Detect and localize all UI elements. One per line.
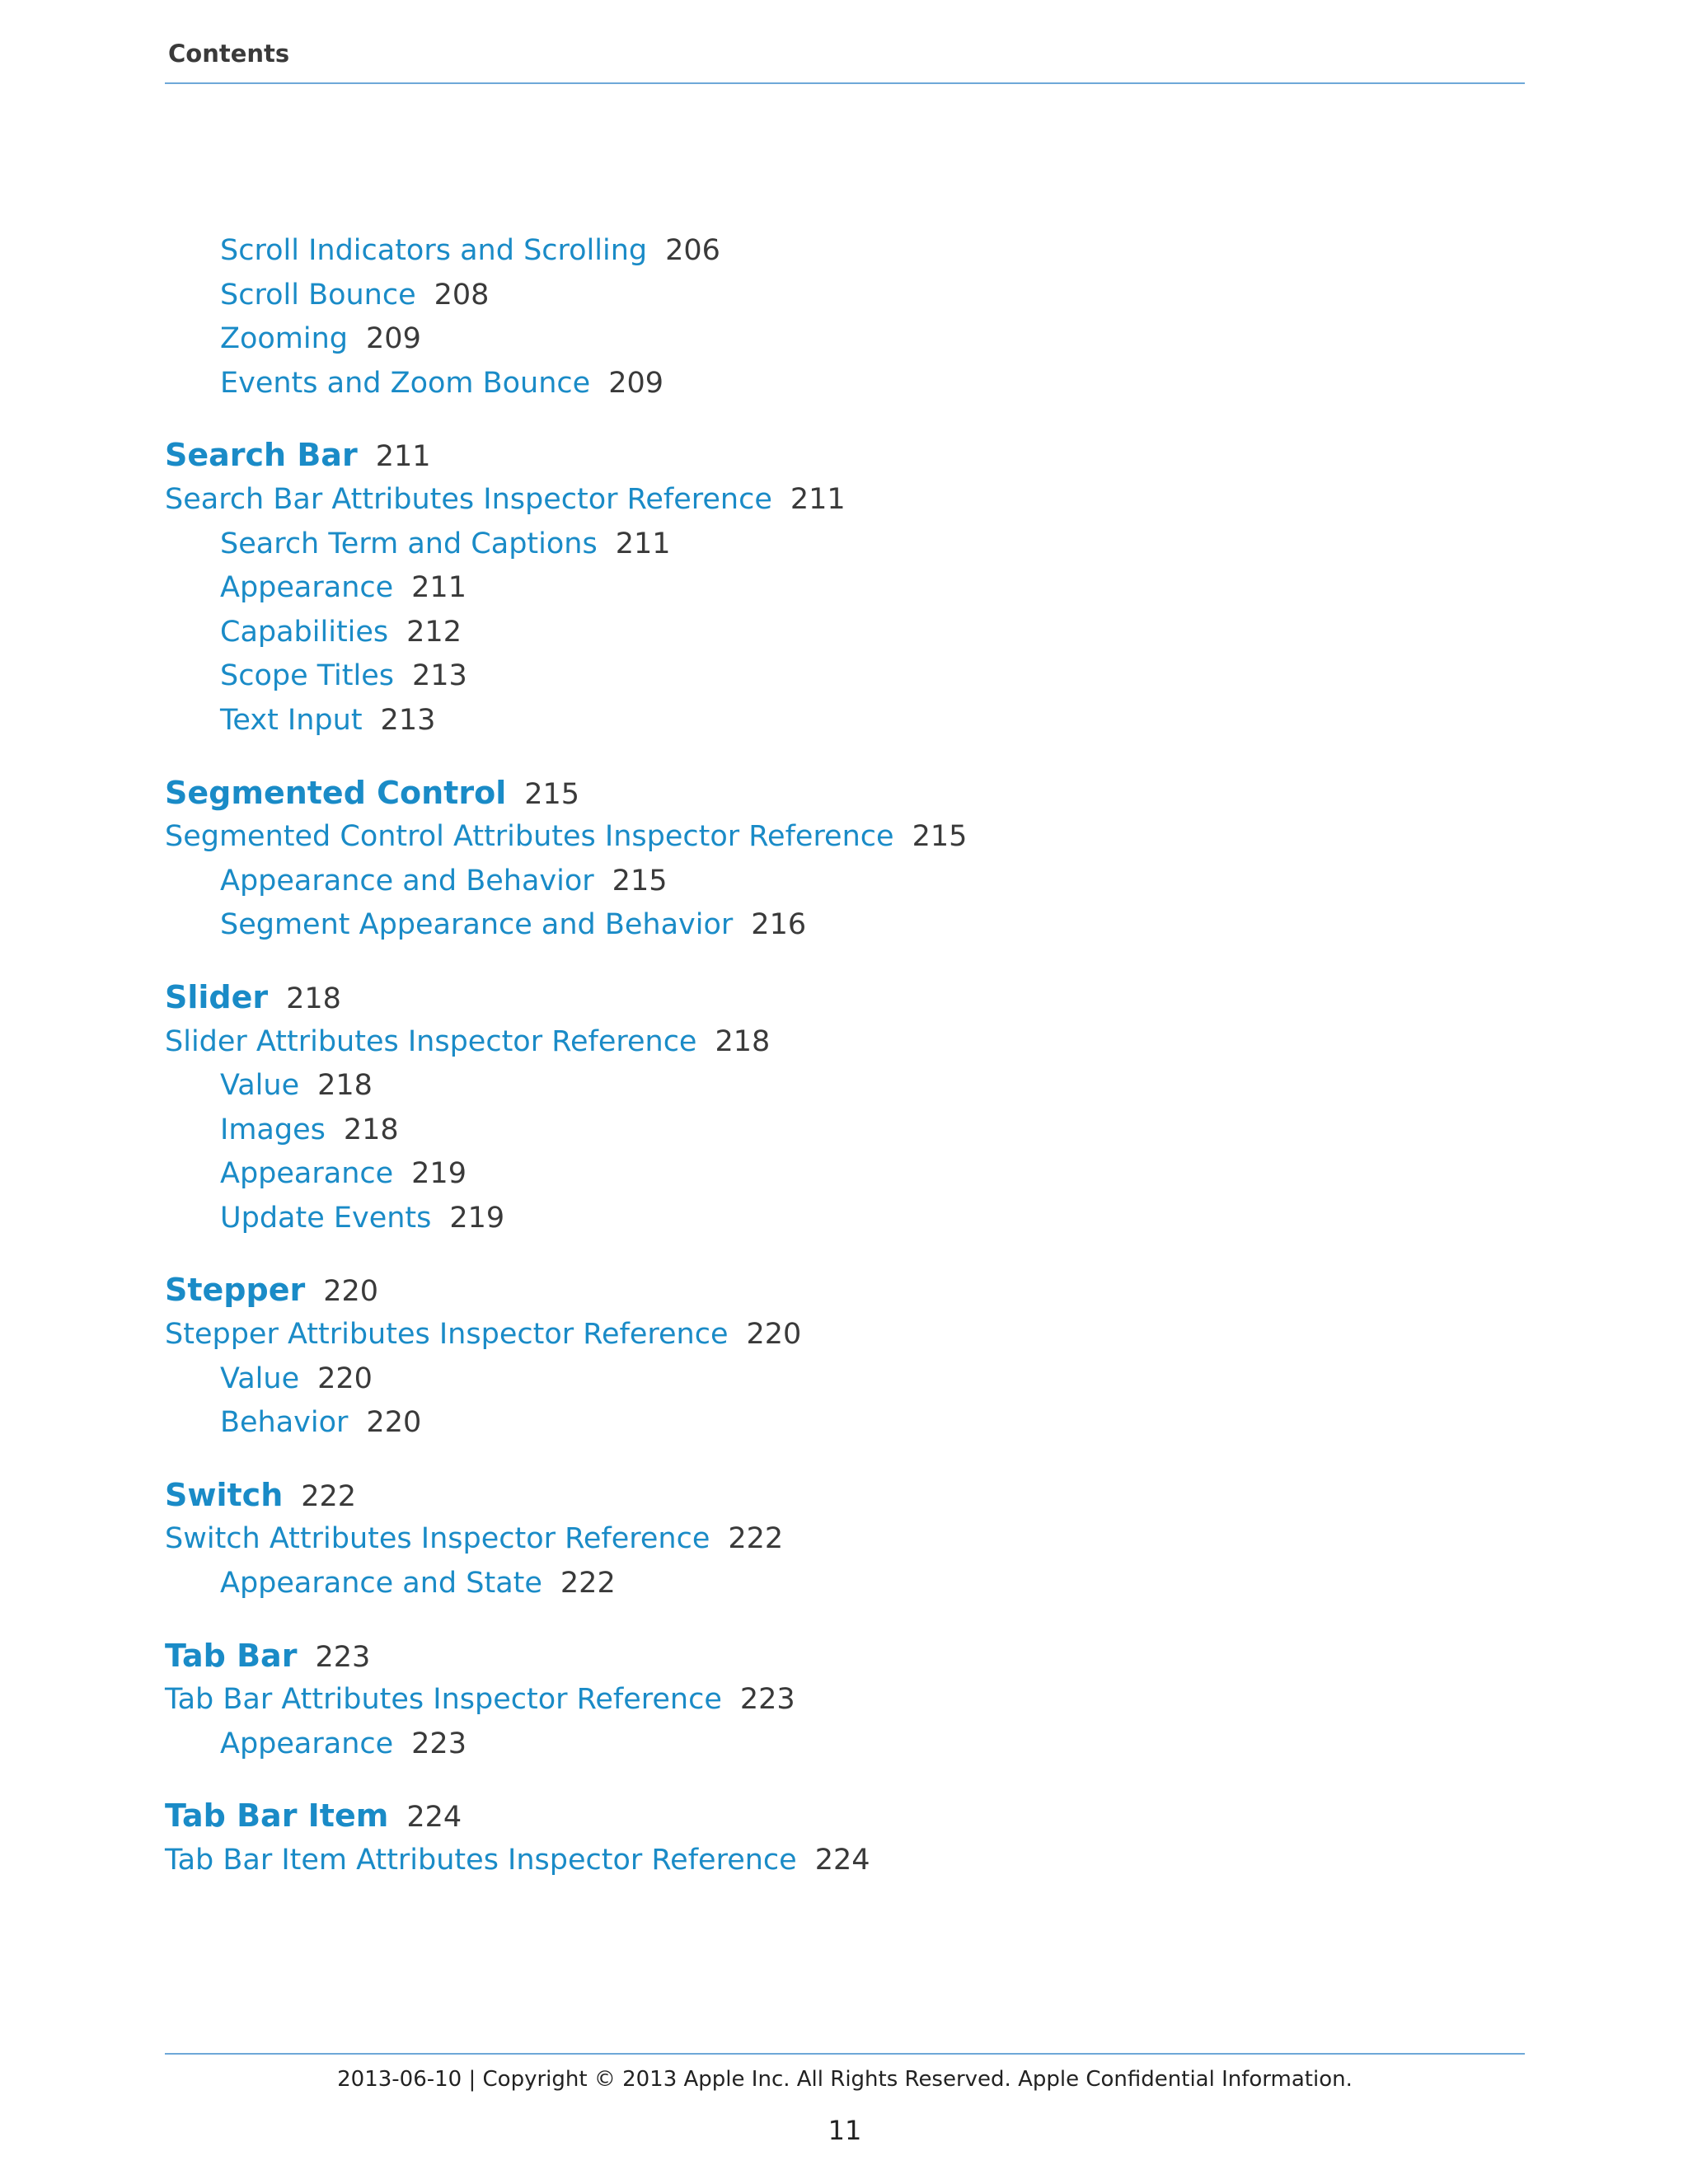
toc-section-entry — [165, 478, 1525, 523]
toc-page-number: 218 — [286, 982, 341, 1015]
toc-page-number: 211 — [375, 440, 431, 474]
page-number: 11 — [828, 2115, 862, 2146]
toc-group — [165, 976, 1525, 1241]
toc-subsection-entry — [165, 1401, 1525, 1446]
header-title: Contents — [168, 40, 290, 68]
toc-section-entry — [165, 1517, 1525, 1562]
toc-page-number: 224 — [406, 1801, 462, 1835]
toc-page-number: 213 — [412, 659, 467, 693]
toc-entry-link[interactable]: Segment Appearance and Behavior — [220, 908, 734, 942]
toc-section-entry — [165, 1313, 1525, 1357]
toc-entry-link[interactable]: Tab Bar Attributes Inspector Reference — [165, 1683, 722, 1717]
toc-page-number: 215 — [612, 864, 668, 898]
toc-subsection-entry — [165, 362, 1525, 406]
toc-chapter-entry — [165, 1268, 1525, 1313]
toc-subsection-entry — [165, 317, 1525, 362]
toc-section-entry — [165, 1839, 1525, 1883]
toc-entry-link[interactable]: Appearance — [220, 571, 394, 605]
toc-entry-link[interactable]: Switch — [165, 1476, 284, 1513]
toc-page-number: 223 — [315, 1640, 371, 1674]
toc-entry-link[interactable]: Tab Bar Item Attributes Inspector Reference — [165, 1844, 797, 1877]
toc-subsection-entry — [165, 1108, 1525, 1153]
toc-section-entry — [165, 1020, 1525, 1065]
toc-chapter-entry — [165, 976, 1525, 1020]
toc-subsection-entry — [165, 860, 1525, 904]
toc-page-number: 220 — [746, 1318, 802, 1352]
toc-entry-link[interactable]: Stepper — [165, 1272, 306, 1309]
toc-group — [165, 1474, 1525, 1606]
toc-subsection-entry — [165, 1722, 1525, 1767]
toc-page-number: 218 — [715, 1024, 771, 1058]
toc-entry-link[interactable]: Capabilities — [220, 615, 389, 649]
toc-entry-link[interactable]: Value — [220, 1069, 300, 1103]
toc-page-number: 220 — [317, 1361, 373, 1395]
toc-entry-link[interactable]: Search Bar — [165, 437, 358, 474]
toc-subsection-entry — [165, 229, 1525, 274]
toc-entry-link[interactable]: Stepper Attributes Inspector Reference — [165, 1318, 729, 1352]
toc-subsection-entry — [165, 1562, 1525, 1606]
toc-page-number: 213 — [380, 703, 436, 737]
toc-group — [165, 1268, 1525, 1445]
toc-entry-link[interactable]: Images — [220, 1113, 326, 1146]
toc-entry-link[interactable]: Scope Titles — [220, 659, 394, 693]
toc-page-number: 212 — [406, 615, 462, 649]
toc-entry-link[interactable]: Value — [220, 1361, 300, 1395]
toc-entry-link[interactable]: Update Events — [220, 1201, 432, 1235]
toc-entry-link[interactable]: Scroll Indicators and Scrolling — [220, 234, 648, 267]
toc-subsection-entry — [165, 1197, 1525, 1241]
toc-page-number: 224 — [814, 1844, 870, 1877]
toc-entry-link[interactable]: Tab Bar — [165, 1637, 298, 1674]
toc-entry-link[interactable]: Slider — [165, 978, 269, 1015]
toc-subsection-entry — [165, 654, 1525, 699]
toc-page-number: 209 — [366, 322, 421, 356]
toc-page-number: 215 — [912, 820, 968, 854]
toc-group — [165, 229, 1525, 405]
toc-page-number: 209 — [608, 366, 664, 400]
toc-page-number: 211 — [615, 527, 671, 560]
toc-entry-link[interactable]: Appearance — [220, 1157, 394, 1191]
toc-page-number: 218 — [317, 1069, 373, 1103]
toc-entry-link[interactable]: Appearance — [220, 1727, 394, 1760]
toc-group — [165, 434, 1525, 743]
toc-page-number: 222 — [301, 1479, 357, 1513]
toc-page-number: 211 — [411, 571, 467, 605]
toc-chapter-entry — [165, 434, 1525, 478]
toc-entry-link[interactable]: Zooming — [220, 322, 349, 356]
toc-page-number: 222 — [728, 1522, 784, 1556]
toc-entry-link[interactable]: Segmented Control Attributes Inspector Reference — [165, 820, 894, 854]
toc-chapter-entry — [165, 1474, 1525, 1518]
toc-entry-link[interactable]: Segmented Control — [165, 774, 507, 811]
toc-subsection-entry — [165, 1064, 1525, 1108]
toc-page-number: 216 — [751, 908, 807, 942]
toc-chapter-entry — [165, 771, 1525, 816]
toc-subsection-entry — [165, 699, 1525, 743]
toc-page-number: 222 — [560, 1567, 616, 1601]
toc-entry-link[interactable]: Text Input — [220, 703, 363, 737]
toc-subsection-entry — [165, 566, 1525, 611]
toc-entry-link[interactable]: Search Term and Captions — [220, 527, 598, 560]
toc-chapter-entry — [165, 1634, 1525, 1679]
toc-subsection-entry — [165, 903, 1525, 948]
toc-page-number: 208 — [434, 278, 490, 312]
toc-subsection-entry — [165, 1357, 1525, 1402]
toc-page-number: 218 — [343, 1113, 399, 1146]
toc-entry-link[interactable]: Appearance and Behavior — [220, 864, 594, 898]
footer-divider — [165, 2053, 1525, 2055]
toc-section-entry — [165, 815, 1525, 860]
toc-page-number: 219 — [449, 1201, 505, 1235]
toc-page-number: 211 — [790, 482, 846, 516]
toc-page-number: 223 — [739, 1683, 795, 1717]
footer-copyright: 2013-06-10 | Copyright © 2013 Apple Inc. All Rights Reserved. Apple Confidential Information. — [337, 2067, 1353, 2092]
toc-entry-link[interactable]: Slider Attributes Inspector Reference — [165, 1024, 697, 1058]
toc-entry-link[interactable]: Behavior — [220, 1406, 349, 1440]
toc-entry-link[interactable]: Tab Bar Item — [165, 1797, 389, 1835]
toc-entry-link[interactable]: Switch Attributes Inspector Reference — [165, 1522, 710, 1556]
toc-subsection-entry — [165, 1152, 1525, 1197]
toc-page-number: 223 — [411, 1727, 467, 1760]
toc-entry-link[interactable]: Events and Zoom Bounce — [220, 366, 591, 400]
toc-page-number: 206 — [665, 234, 720, 267]
toc-entry-link[interactable]: Appearance and State — [220, 1567, 542, 1601]
toc-page-number: 215 — [524, 777, 580, 811]
toc-section-entry — [165, 1678, 1525, 1722]
toc-subsection-entry — [165, 274, 1525, 318]
toc-entry-link[interactable]: Scroll Bounce — [220, 278, 416, 312]
toc-chapter-entry — [165, 1794, 1525, 1839]
toc-group — [165, 771, 1525, 948]
toc-page-number: 220 — [366, 1406, 422, 1440]
table-of-contents — [165, 229, 1525, 1911]
toc-group — [165, 1794, 1525, 1882]
toc-page-number: 219 — [411, 1157, 467, 1191]
toc-page-number: 220 — [323, 1275, 379, 1309]
page-header — [165, 36, 1525, 84]
toc-subsection-entry — [165, 523, 1525, 567]
toc-entry-link[interactable]: Search Bar Attributes Inspector Reference — [165, 482, 772, 516]
toc-group — [165, 1634, 1525, 1767]
toc-subsection-entry — [165, 611, 1525, 655]
